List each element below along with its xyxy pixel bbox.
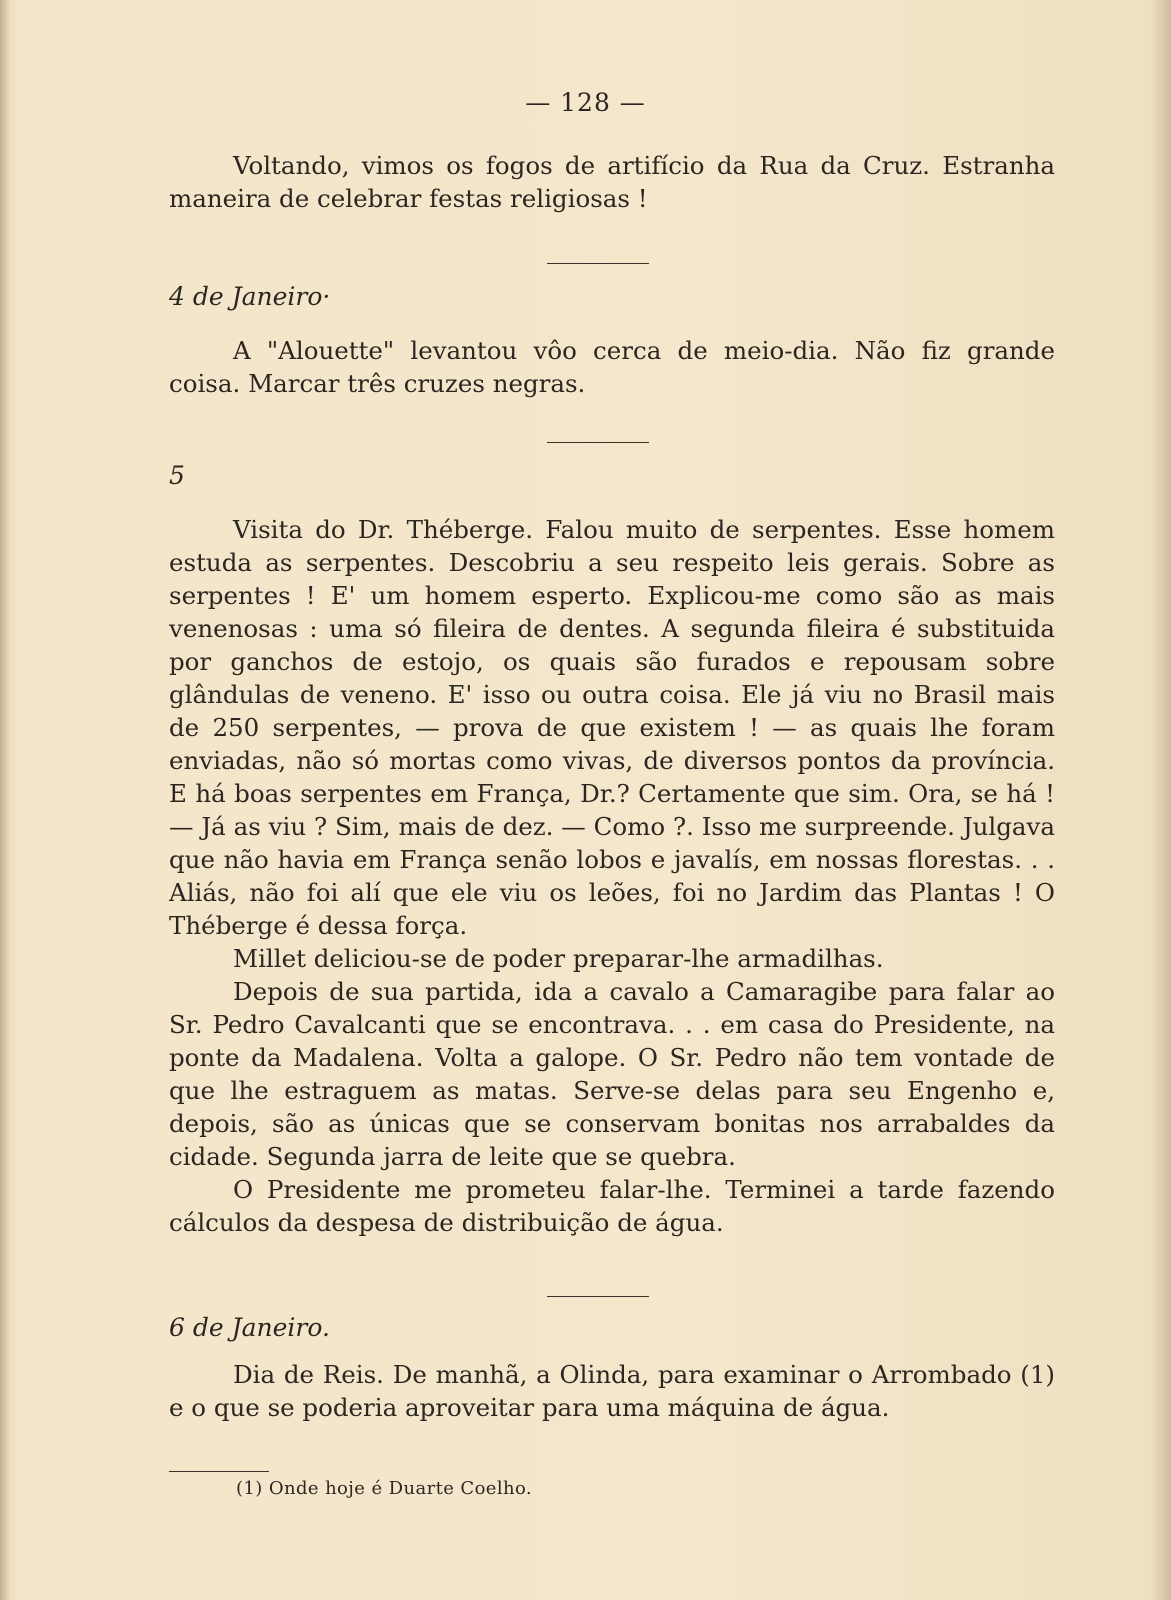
page-number: — 128 — — [525, 88, 646, 117]
paragraph: Depois de sua partida, ida a cavalo a Camaragibe para falar ao Sr. Pedro Cavalcanti que se encontrava. . . em casa do Presidente, na ponte da Madalena. Volta a galope. O Sr. Pedro não tem vontade de que lhe estraguem as matas. Serve-se delas para seu Engenho e, depois, são as únicas que se conservam bonitas nos arrabaldes da cidade. Segunda jarra de leite que se quebra. — [169, 977, 1055, 1171]
footnote-divider — [169, 1471, 269, 1472]
footnote: (1) Onde hoje é Duarte Coelho. — [236, 1478, 533, 1499]
entry-date: 4 de Janeiro· — [169, 282, 331, 311]
entry-body — [169, 1358, 1055, 1424]
paragraph: O Presidente me prometeu falar-lhe. Terminei a tarde fazendo cálculos da despesa de distribuição de água. — [169, 1175, 1055, 1237]
entry-date: 5 — [169, 461, 185, 490]
section-divider — [547, 263, 649, 264]
entry-continuation — [169, 149, 1055, 215]
paragraph: Millet deliciou-se de poder preparar-lhe armadilhas. — [233, 944, 884, 973]
entry-date: 6 de Janeiro. — [169, 1313, 330, 1342]
page-gutter-shadow — [0, 0, 10, 1600]
entry-body — [169, 513, 1055, 1239]
entry-body — [169, 334, 1055, 400]
paragraph: A "Alouette" levantou vôo cerca de meio-dia. Não fiz grande coisa. Marcar três cruzes negras. — [169, 336, 1055, 398]
section-divider — [547, 442, 649, 443]
section-divider — [547, 1296, 649, 1297]
paragraph: Voltando, vimos os fogos de artifício da Rua da Cruz. Estranha maneira de celebrar festas religiosas ! — [169, 151, 1055, 213]
page-edge-shadow — [1151, 0, 1171, 1600]
paragraph: Visita do Dr. Théberge. Falou muito de serpentes. Esse homem estuda as serpentes. Descobriu a seu respeito leis gerais. Sobre as serpentes ! E' um homem esperto. Explicou-me como são as mais venenosas : uma só fileira de dentes. A segunda fileira é substituida por ganchos de estojo, os quais são furados e repousam sobre glândulas de veneno. E' isso ou outra coisa. Ele já viu no Brasil mais de 250 serpentes, — prova de que existem ! — as quais lhe foram enviadas, não só mortas como vivas, de diversos pontos da província. E há boas serpentes em França, Dr.? Certamente que sim. Ora, se há ! — Já as viu ? Sim, mais de dez. — Como ?. Isso me surpreende. Julgava que não havia em França senão lobos e javalís, em nossas florestas. . . Aliás, não foi alí que ele viu os leões, foi no Jardim das Plantas ! O Théberge é dessa força. — [169, 515, 1055, 940]
paragraph: Dia de Reis. De manhã, a Olinda, para examinar o Arrombado (1) e o que se poderia aproveitar para uma máquina de água. — [169, 1360, 1055, 1422]
